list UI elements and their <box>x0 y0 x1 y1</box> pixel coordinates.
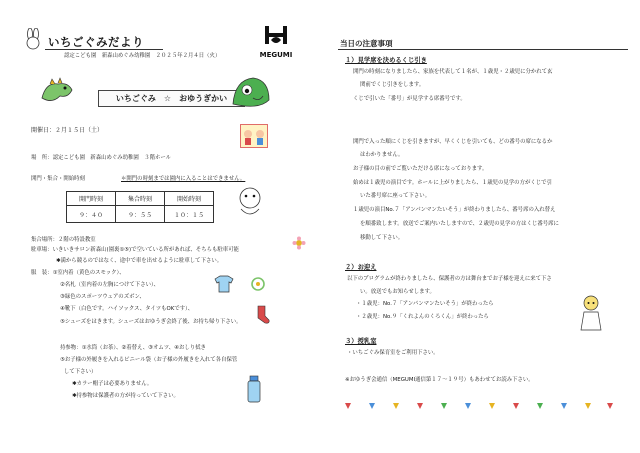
schedule-header-gather: 集合時刻 <box>116 192 165 206</box>
section-1-line: くじで引いた「番号」が見学する席番号です。 <box>353 96 466 102</box>
event-banner-text: いちごぐみ ☆ おゆうぎかい <box>115 94 228 103</box>
notice-title-rule <box>338 49 628 50</box>
girl-illustration-icon <box>576 292 606 334</box>
notice-title: 当日の注意事項 <box>340 39 393 48</box>
section-1-line: はわかりません。 <box>360 152 404 158</box>
parking-line-1: 駐車場：いきいきサロン新森山(園裏①⑤)で空いている所があれば、そちらも駐車可能 <box>31 247 239 253</box>
event-banner <box>98 90 245 107</box>
schedule-header-open: 開門時刻 <box>67 192 116 206</box>
name-tag-icon <box>250 276 266 292</box>
items-line: して下さい） <box>64 369 97 375</box>
section-1-line: 開門で入った順にくじを引きますが、早くくじを引いても、どの番号の席になるか <box>353 139 553 145</box>
shirt-icon <box>213 275 235 293</box>
event-times-note: ＊開門の時刻までは園内に入ることはできません。 <box>121 176 246 182</box>
section-2-line: 以下のプログラムが終わりましたら、保護者の方は舞台までお子様を迎えに来て下さ <box>347 276 552 282</box>
schedule-value-start: １０：１５ <box>165 206 214 223</box>
event-date: 開催日：２月１５日（土） <box>31 127 104 134</box>
section-1-line: １歳児の演目No.７「アンパンマンたいそう」が終わりましたら、番号席の入れ替え <box>353 207 556 213</box>
dress-label: 服 装：①室内着（黄色のスモック）、 <box>31 270 125 276</box>
section-1-line: 関前でくじ引きをします。 <box>360 82 425 88</box>
schedule-header-start: 開始時刻 <box>165 192 214 206</box>
section-1-line: を順番致します。放送でご案内いたしますので、２歳児の見学の方はくじ番号席に <box>360 221 559 227</box>
section-1-line: 移動して下さい。 <box>360 235 404 241</box>
title-underline <box>45 49 163 50</box>
section-2-line: ・２歳児：No.９「くれよんのくろくん」が終わったら <box>356 314 489 320</box>
newsletter-title: いちごぐみだより <box>48 35 144 49</box>
flower-icon <box>292 236 306 250</box>
dress-item: ④靴下（白色です。ハイソックス、タイツもOKです）、 <box>60 306 194 312</box>
event-times-label: 開門・集合・開始時刻 <box>31 176 85 182</box>
schedule-value-open: ９：４０ <box>67 206 116 223</box>
dress-item: ③緑色のスポーツウェアのズボン、 <box>60 294 145 300</box>
flag-border-decoration <box>345 401 613 411</box>
schedule-value-gather: ９：５５ <box>116 206 165 223</box>
parking-line-2: ✱満から競るのではなく、途中で車を出せるように駐車して下さい。 <box>56 258 223 264</box>
section-2-line: ・１歳児：No.７「アンパンマンたいそう」が終わったら <box>356 301 494 307</box>
section-3-heading: ３）授乳室 <box>345 338 377 345</box>
dress-item: ⑤シューズをはきます。シューズはおゆうぎ会終了後、お持ち帰り下さい。 <box>60 319 242 325</box>
items-line: ✱持参物は保護者の方が持っていて下さい。 <box>72 393 179 399</box>
items-label: 持参物：①水筒（お茶）、②着替え、③オムツ、④おしり拭き <box>60 345 206 351</box>
waiting-room: 集合場所：２階の特設教室 <box>31 237 96 243</box>
section-1-line: お子様の目の前でご覧いただける席になっております。 <box>353 166 488 172</box>
frog-illustration-icon <box>229 74 273 112</box>
section-2-line: い。放送でもお知らせします。 <box>360 289 435 295</box>
section-2-heading: ２）お迎え <box>345 264 377 271</box>
items-line: ⑤お子様の外履きを入れるビニール袋（お子様の外履きを入れて各自保管 <box>60 357 238 363</box>
character-illustration-icon <box>231 183 269 221</box>
children-picture-icon <box>240 124 268 148</box>
sock-icon <box>253 305 271 325</box>
items-line: ✱カラー帽子は必要ありません。 <box>72 381 153 387</box>
footer-note: ※おゆうぎ会通信（MEGUMI通信第１７〜１９号）もあわせてお読み下さい。 <box>345 377 534 383</box>
section-1-heading: １）見学席を決めるくじ引き <box>345 57 427 64</box>
section-1-line: いた番号席に座って下さい。 <box>360 193 431 199</box>
dragon-illustration-icon <box>38 76 78 108</box>
megumi-logo-icon <box>258 24 294 62</box>
water-bottle-icon <box>244 374 264 404</box>
dress-item: ②名札（室内着の左胸につけて下さい）、 <box>60 282 160 288</box>
section-1-line: 始めは１歳児の演目です。ホールに上がりましたら、１歳児の見学の方がくじで引 <box>353 180 552 186</box>
megumi-logo-text: MEGUMI <box>259 51 293 59</box>
newsletter-meta: 認定こども園 新森山めぐみ幼稚園 ２０２５年２月４日（火） <box>64 53 221 59</box>
bunny-icon <box>22 28 44 50</box>
section-1-line: 開門の時刻になりましたら、家族を代表して１名が、１歳児・２歳児に分かれて玄 <box>353 69 553 75</box>
event-venue: 場 所：認定こども園 新森山めぐみ幼稚園 ３階ホール <box>31 155 172 161</box>
section-3-line: ・いちごぐみ保育室をご利用下さい。 <box>347 350 439 356</box>
schedule-table <box>66 191 214 223</box>
